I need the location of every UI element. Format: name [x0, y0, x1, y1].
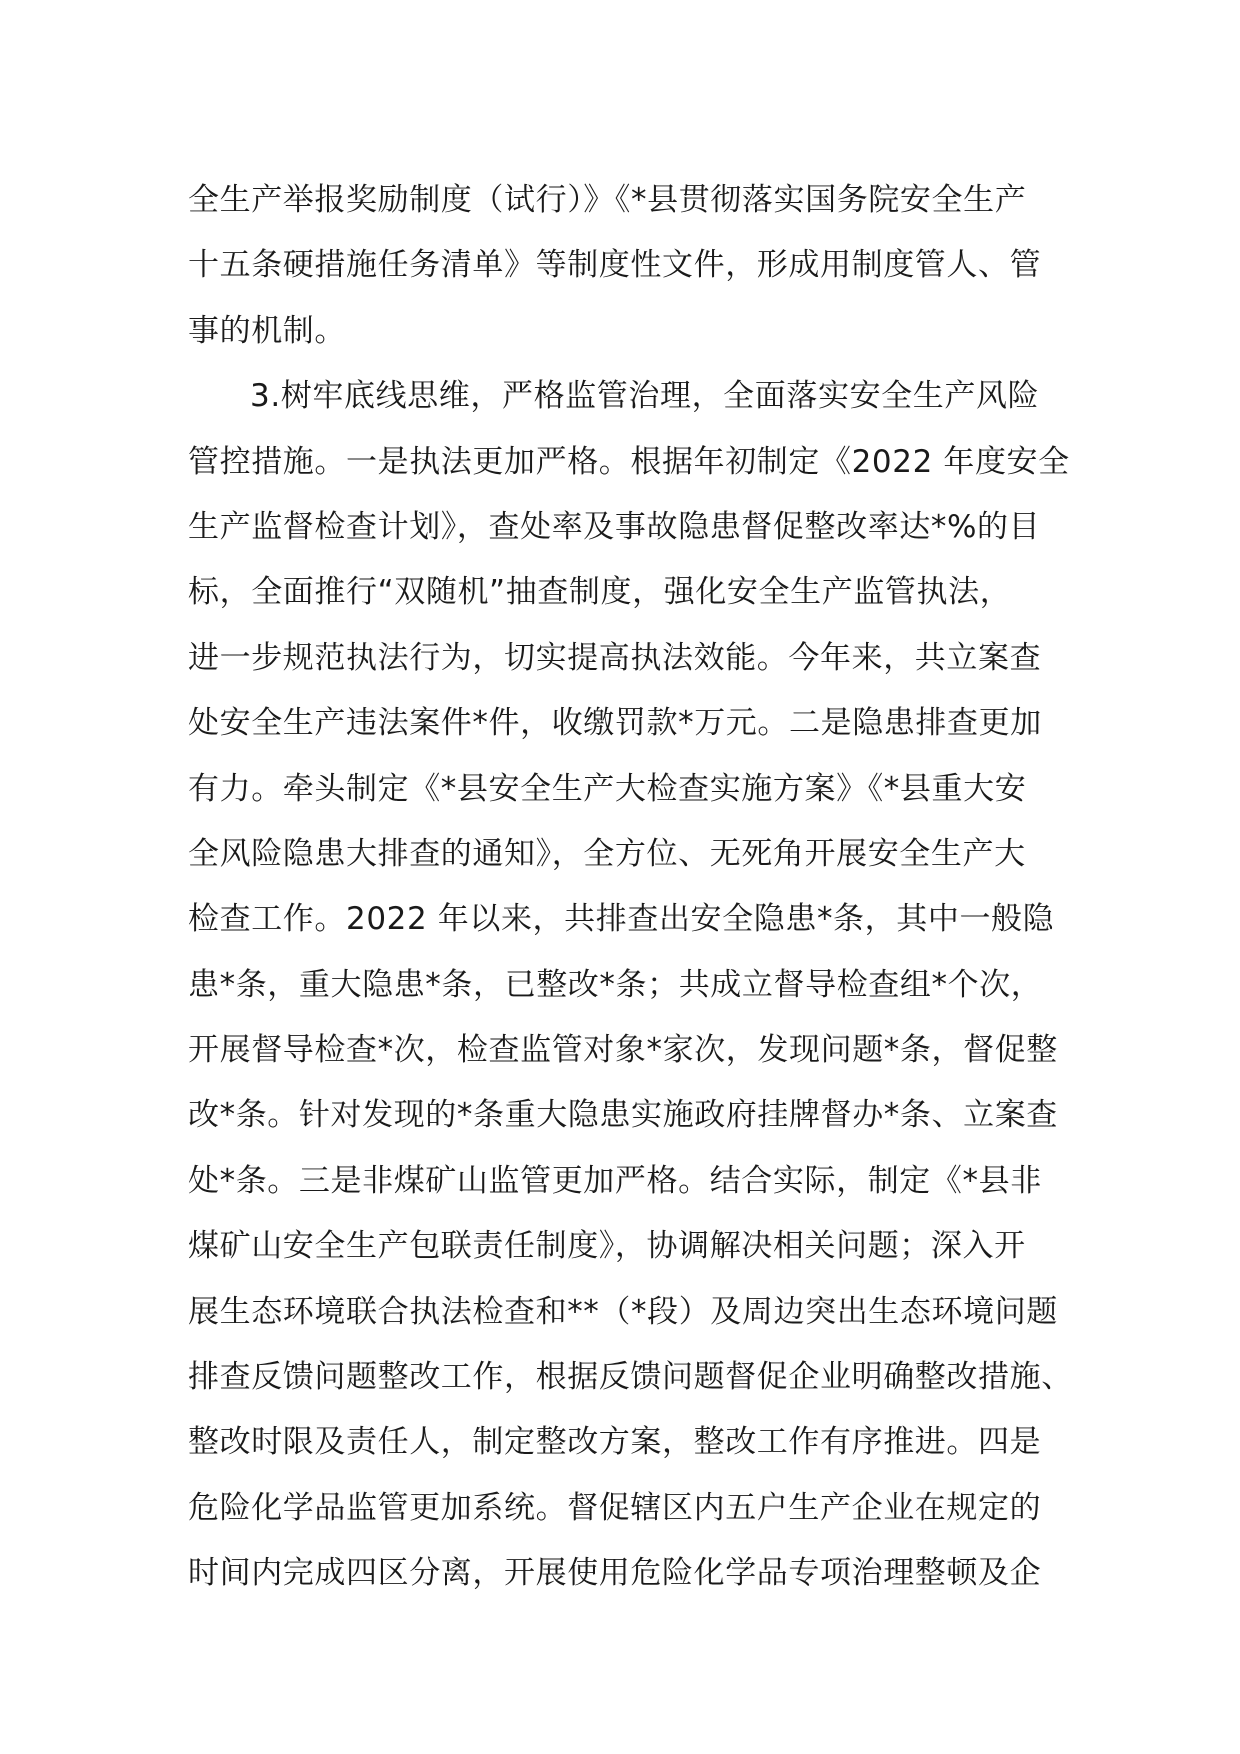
text-line: 进一步规范执法行为，切实提高执法效能。今年来，共立案查	[188, 639, 1042, 676]
text-line: 排查反馈问题整改工作，根据反馈问题督促企业明确整改措施、	[188, 1359, 1073, 1396]
text-line: 全生产举报奖励制度（试行）》《*县贯彻落实国务院安全生产	[188, 182, 1027, 218]
text-line: 危险化学品监管更加系统。督促辖区内五户生产企业在规定的	[188, 1489, 1042, 1526]
text-line: 整改时限及责任人，制定整改方案，整改工作有序推进。四是	[188, 1424, 1042, 1461]
text-line: 煤矿山安全生产包联责任制度》，协调解决相关问题；深入开	[188, 1228, 1026, 1265]
text-line: 事的机制。	[188, 312, 346, 349]
text-line: 开展督导检查*次，检查监管对象*家次，发现问题*条，督促整	[188, 1032, 1058, 1069]
paragraph-start-line: 3.树牢底线思维，严格监管治理，全面落实安全生产风险	[250, 378, 1040, 415]
text-line: 处安全生产违法案件*件，收缴罚款*万元。二是隐患排查更加	[188, 705, 1042, 742]
text-line: 标，全面推行“双随机”抽查制度，强化安全生产监管执法，	[188, 574, 1012, 611]
text-line: 改*条。针对发现的*条重大隐患实施政府挂牌督办*条、立案查	[188, 1097, 1058, 1134]
text-line: 检查工作。2022 年以来，共排查出安全隐患*条，其中一般隐	[188, 901, 1055, 938]
text-line: 有力。牵头制定《*县安全生产大检查实施方案》《*县重大安	[188, 770, 1027, 807]
text-line: 管控措施。一是执法更加严格。根据年初制定《2022 年度安全	[188, 443, 1070, 480]
text-line: 患*条，重大隐患*条，已整改*条；共成立督导检查组*个次，	[188, 966, 1043, 1003]
text-line: 展生态环境联合执法检查和**（*段）及周边突出生态环境问题	[188, 1293, 1058, 1330]
text-line: 处*条。三是非煤矿山监管更加严格。结合实际，制定《*县非	[188, 1162, 1042, 1199]
text-line: 时间内完成四区分离，开展使用危险化学品专项治理整顿及企	[188, 1555, 1042, 1592]
text-line: 全风险隐患大排查的通知》，全方位、无死角开展安全生产大	[188, 835, 1026, 872]
text-line: 生产监督检查计划》，查处率及事故隐患督促整改率达*%的目	[188, 508, 1041, 545]
body-text	[188, 168, 1073, 1607]
text-line: 十五条硬措施任务清单》等制度性文件，形成用制度管人、管	[188, 247, 1042, 284]
